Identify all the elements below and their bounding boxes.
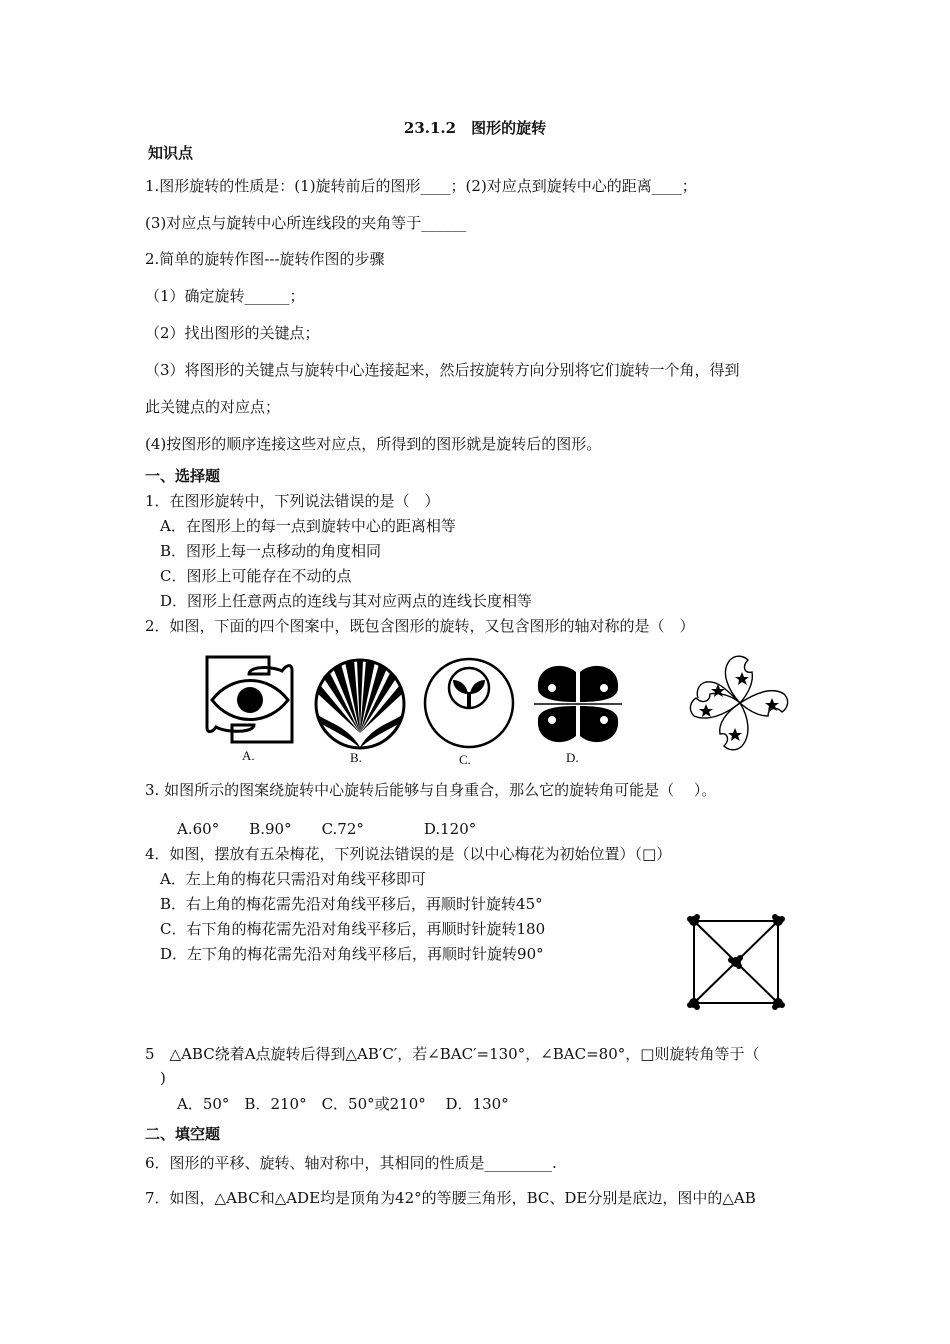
figure-c-label: C.	[459, 752, 471, 767]
knowledge-line-7: 此关键点的对应点；	[145, 398, 281, 416]
knowledge-line-5: （2）找出图形的关键点；	[145, 324, 320, 342]
q6-text: 6．图形的平移、旋转、轴对称中，其相同的性质是_________.	[145, 1154, 557, 1172]
figure-d	[532, 658, 624, 750]
q1-option-d: D．图形上任意两点的连线与其对应两点的连线长度相等	[160, 592, 533, 610]
q3-options: A.60° B.90° C.72° D.120°	[177, 820, 477, 838]
section2-heading: 二、填空题	[145, 1125, 221, 1143]
page-title: 23.1.2 图形的旋转	[403, 119, 547, 137]
q4-option-d: D．左下角的梅花需先沿对角线平移后，再顺时针旋转90°	[160, 945, 544, 963]
figure-c	[422, 656, 516, 750]
knowledge-line-8: (4)按图形的顺序连接这些对应点，所得到的图形就是旋转后的图形。	[145, 435, 602, 453]
q5-stem-end: )	[160, 1069, 166, 1087]
q2-stem: 2．如图，下面的四个图案中，既包含图形的旋转，又包含图形的轴对称的是（ ）	[145, 617, 695, 635]
q1-option-c: C．图形上可能存在不动的点	[160, 567, 352, 585]
knowledge-line-1: 1.图形旋转的性质是：(1)旋转前后的图形____；(2)对应点到旋转中心的距离____；	[145, 177, 697, 195]
section1-heading: 一、选择题	[145, 467, 221, 485]
q3-stem: 3. 如图所示的图案绕旋转中心旋转后能够与自身重合，那么它的旋转角可能是（ ）。	[145, 781, 717, 799]
knowledge-line-4: （1）确定旋转______；	[145, 287, 305, 305]
figure-b-label: B.	[350, 750, 362, 765]
q1-stem: 1．在图形旋转中，下列说法错误的是（ ）	[145, 492, 440, 510]
q1-option-a: A．在图形上的每一点到旋转中心的距离相等	[160, 517, 456, 535]
q1-option-b: B．图形上每一点移动的角度相同	[160, 542, 382, 560]
figure-a	[204, 654, 296, 746]
plum-blossom-square-figure	[684, 913, 788, 1011]
knowledge-line-2: (3)对应点与旋转中心所连线段的夹角等于______	[145, 214, 467, 232]
knowledge-line-3: 2.简单的旋转作图---旋转作图的步骤	[145, 250, 385, 268]
q4-option-a: A．左上角的梅花只需沿对角线平移即可	[160, 870, 426, 888]
q7-text: 7．如图，△ABC和△ADE均是顶角为42°的等腰三角形，BC、DE分别是底边，图中的△AB	[145, 1189, 756, 1207]
knowledge-heading: 知识点	[148, 144, 194, 162]
q5-options: A．50° B．210° C．50°或210° D．130°	[177, 1095, 509, 1113]
figure-d-label: D.	[566, 750, 579, 765]
figure-a-label: A.	[242, 748, 255, 763]
q4-stem: 4．如图，摆放有五朵梅花，下列说法错误的是（以中心梅花为初始位置）（□）	[145, 845, 672, 863]
q5-stem: 5 △ABC绕着A点旋转后得到△AB′C′，若∠BAC′=130°，∠BAC=80°，□则旋转角等于（	[145, 1045, 760, 1063]
figure-b	[310, 657, 410, 753]
knowledge-line-6: （3）将图形的关键点与旋转中心连接起来，然后按旋转方向分别将它们旋转一个角，得到	[145, 361, 740, 379]
bauhinia-flower-figure	[680, 650, 800, 756]
q4-option-b: B．右上角的梅花需先沿对角线平移后，再顺时针旋转45°	[160, 895, 543, 913]
q4-option-c: C．右下角的梅花需先沿对角线平移后，再顺时针旋转180	[160, 920, 546, 938]
